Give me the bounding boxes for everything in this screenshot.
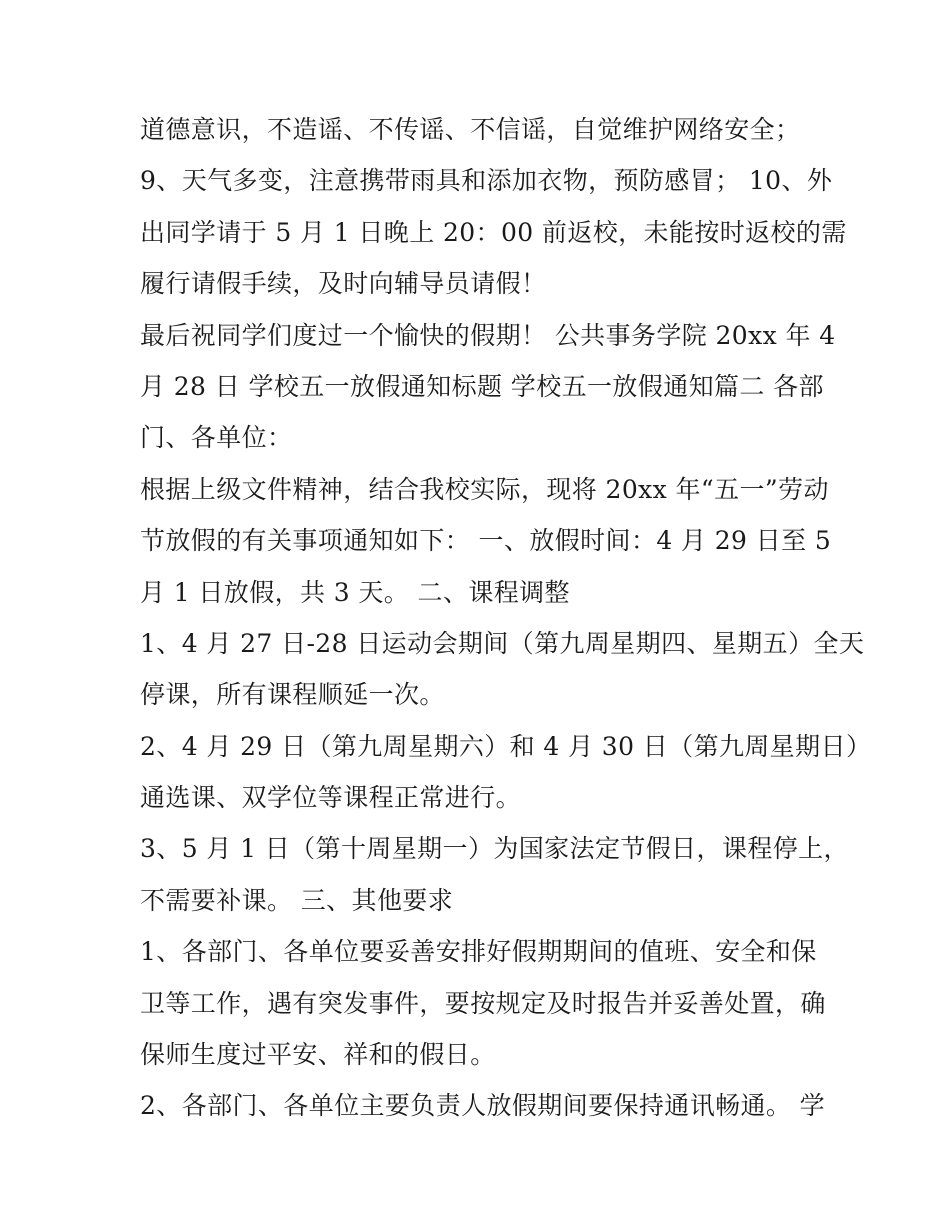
text-line: 保师生度过平安、祥和的假日。: [140, 1040, 496, 1070]
text-line: 通选课、双学位等课程正常进行。: [140, 783, 522, 813]
document-body: [140, 104, 872, 1132]
text-line: 2、4 月 29 日（第九周星期六）和 4 月 30 日（第九周星期日）: [140, 731, 872, 761]
text-line: 最后祝同学们度过一个愉快的假期！ 公共事务学院 20xx 年 4: [140, 320, 836, 350]
text-line: 1、各部门、各单位要妥善安排好假期期间的值班、安全和保: [140, 937, 817, 967]
text-line: 出同学请于 5 月 1 日晚上 20：00 前返校，未能按时返校的需: [140, 217, 847, 247]
text-line: 月 1 日放假，共 3 天。 二、课程调整: [140, 577, 570, 607]
text-line: 3、5 月 1 日（第十周星期一）为国家法定节假日，课程停上，: [140, 834, 849, 864]
text-line: 卫等工作，遇有突发事件，要按规定及时报告并妥善处置，确: [140, 988, 826, 1018]
text-line: 月 28 日 学校五一放假通知标题 学校五一放假通知篇二 各部: [140, 371, 824, 401]
text-line: 道德意识，不造谣、不传谣、不信谣，自觉维护网络安全；: [140, 115, 801, 144]
text-line: 9、天气多变，注意携带雨具和添加衣物，预防感冒； 10、外: [140, 166, 833, 196]
text-line: 2、各部门、各单位主要负责人放假期间要保持通讯畅通。 学: [140, 1091, 826, 1121]
text-line: 节放假的有关事项通知如下： 一、放假时间：4 月 29 日至 5: [140, 526, 832, 556]
text-line: 1、4 月 27 日-28 日运动会期间（第九周星期四、星期五）全天: [140, 628, 865, 658]
text-line: 停课，所有课程顺延一次。: [140, 680, 445, 710]
text-line: 门、各单位：: [140, 423, 293, 453]
text-line: 不需要补课。 三、其他要求: [140, 885, 454, 915]
text-line: 根据上级文件精神，结合我校实际，现将 20xx 年“五一”劳动: [140, 474, 829, 504]
text-line: 履行请假手续，及时向辅导员请假！: [140, 269, 547, 299]
